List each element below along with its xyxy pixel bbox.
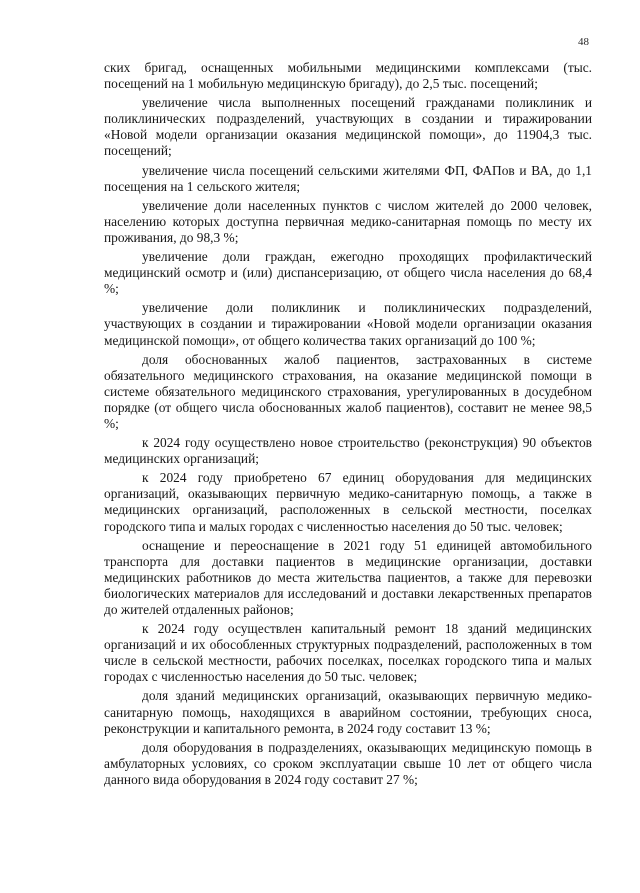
paragraph: к 2024 году приобретено 67 единиц оборудования для медицинских организаций, оказывающих первичную медико-санитарную помощь, а также в медицинских организаций, расположенных в сельской местности, поселках городского типа и малых городах с численностью населения до 50 тыс. человек; — [104, 470, 592, 534]
paragraph: к 2024 году осуществлено новое строительство (реконструкция) 90 объектов медицинских организаций; — [104, 435, 592, 467]
paragraph: доля обоснованных жалоб пациентов, застрахованных в системе обязательного медицинского страхования, на оказание медицинской помощи в системе обязательного медицинского страхования, урегулированных в досудебном порядке (от общего числа обоснованных жалоб пациентов), составит не менее 98,5 %; — [104, 351, 592, 431]
paragraph: оснащение и переоснащение в 2021 году 51 единицей автомобильного транспорта для доставки пациентов в медицинские организации, доставки медицинских работников до места жительства пациентов, а также для перевозки биологических материалов для исследований и доставки лекарственных препаратов до жителей отдаленных районов; — [104, 537, 592, 617]
paragraph: доля зданий медицинских организаций, оказывающих первичную медико-санитарную помощь, находящихся в аварийном состоянии, требующих сноса, реконструкции и капитального ремонта, в 2024 году составит 13 %; — [104, 688, 592, 736]
paragraph: увеличение числа посещений сельскими жителями ФП, ФАПов и ВА, до 1,1 посещения на 1 сельского жителя; — [104, 162, 592, 194]
paragraph: к 2024 году осуществлен капитальный ремонт 18 зданий медицинских организаций и их обособленных структурных подразделений, расположенных в том числе в сельской местности, рабочих поселках, поселках городского типа и малых городах с численностью населения до 50 тыс. человек; — [104, 621, 592, 685]
document-body — [104, 60, 592, 791]
paragraph: увеличение числа выполненных посещений гражданами поликлиник и поликлинических подразделений, участвующих в создании и тиражировании «Новой модели организации оказания медицинской помощи», до 11904,3 тыс. посещений; — [104, 95, 592, 159]
paragraph: увеличение доли граждан, ежегодно проходящих профилактический медицинский осмотр и (или) диспансеризацию, от общего числа населения до 68,4 %; — [104, 249, 592, 297]
paragraph-continued: ских бригад, оснащенных мобильными медицинскими комплексами (тыс. посещений на 1 мобильную медицинскую бригаду), до 2,5 тыс. посещений; — [104, 60, 592, 92]
paragraph: увеличение доли поликлиник и поликлинических подразделений, участвующих в создании и тиражировании «Новой модели организации оказания медицинской помощи», от общего количества таких организаций до 100 %; — [104, 300, 592, 348]
paragraph: увеличение доли населенных пунктов с числом жителей до 2000 человек, населению которых доступна первичная медико-санитарная помощь по месту их проживания, до 98,3 %; — [104, 197, 592, 245]
page-number: 48 — [578, 36, 589, 48]
paragraph: доля оборудования в подразделениях, оказывающих медицинскую помощь в амбулаторных условиях, со сроком эксплуатации свыше 10 лет от общего числа данного вида оборудования в 2024 году составит 27 %; — [104, 739, 592, 787]
